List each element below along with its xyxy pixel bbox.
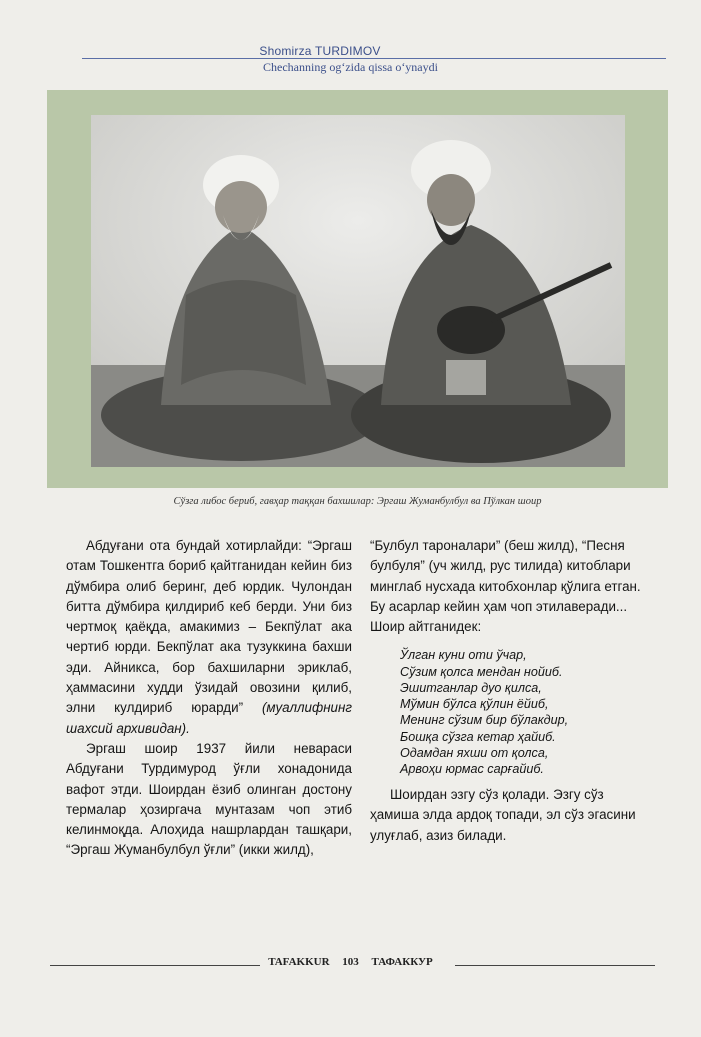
left-column: [66, 536, 352, 861]
quote-text: Абдуғани ота бундай хотирлайди: “Эргаш отам Тошкентга бориб қайтганидан кейин биз дўмбира олиб беринг, деб юрдик. Чулондан битта дўмбира қилдириб кеб берди. Уни биз чертмоқ қаёқда, амакимиз – Бекпўлат ака чертиб юрди. Бекпўлат ака тузуккина бахши эди. Айникса, бор бахшиларни эриклаб, ҳаммасини худди ўзидай овозини қилиб, элни кулдириб юрарди”: [66, 538, 352, 716]
footer-text: [0, 956, 701, 968]
paragraph: Эргаш шоир 1937 йили невараси Абдуғани Турдимурод ўғли хонадонида вафот этди. Шоирдан ёзиб олинган достону термалар ҳозиргача мунтазам чоп этиб келинмоқда. Алоҳида нашрлардан ташқари, “Эргаш Жуманбулбул ўғли” (икки жилд),: [66, 740, 352, 858]
journal-name-cyrillic: ТАФАККУР: [371, 956, 433, 968]
poem-line: Сўзим қолса мендан нойиб.: [400, 664, 563, 679]
poem-line: Менинг сўзим бир бўлакдир,: [400, 713, 569, 728]
journal-name-latin: TAFAKKUR: [268, 956, 330, 968]
article-subtitle: Chechanning og‘zida qissa o‘ynaydi: [263, 60, 438, 74]
poem-line: Одамдан яхши от қолса,: [400, 745, 549, 760]
header-divider: [82, 58, 666, 59]
poem-line: Мўмин бўлса қўлин ёйиб,: [400, 697, 549, 712]
paragraph: Шоирдан эзгу сўз қолади. Эзгу сўз ҳамиша элда ардоқ топади, эл сўз эгасини улуғлаб, азиз билади.: [370, 787, 636, 843]
source-note: (муаллифнинг шахсий архивидан).: [66, 700, 352, 736]
two-seated-bakhshis-image: [91, 115, 625, 467]
poem: [400, 647, 656, 777]
photo-caption: Сўзга либос бериб, гавҳар таққан бахшилар: Эргаш Жуманбулбул ва Пўлкан шоир: [173, 496, 542, 507]
paragraph: [66, 536, 352, 739]
paragraph: “Булбул тароналари” (беш жилд), “Песня булбуля” (уч жилд, рус тилида) китоблари минглаб нусхада китобхонлар қўлига етган. Бу асарлар кейин ҳам чоп этилаверади... Шоир айтганидек:: [370, 538, 641, 635]
poem-line: Арвоҳи юрмас сарғайиб.: [400, 761, 544, 776]
poem-line: Ўлган куни оти ўчар,: [400, 648, 527, 663]
right-column: [370, 536, 656, 846]
page-number: 103: [342, 956, 359, 968]
poem-line: Бошқа сўзга кетар ҳайиб.: [400, 729, 556, 744]
historical-photo: [91, 115, 625, 467]
author-name: Shomirza TURDIMOV: [259, 44, 381, 58]
page-footer: [0, 956, 701, 976]
poem-line: Эшитганлар дуо қилса,: [400, 680, 542, 695]
photo-frame: [47, 90, 668, 488]
